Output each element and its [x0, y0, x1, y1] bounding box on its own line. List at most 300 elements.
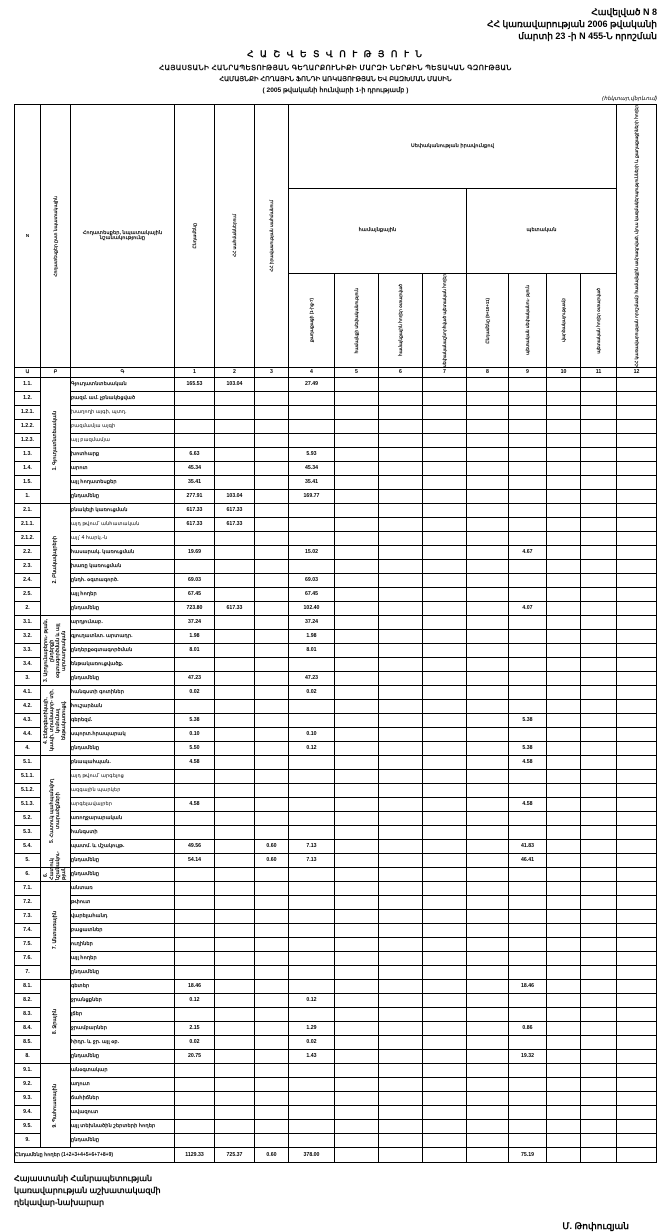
row-value — [378, 727, 422, 741]
row-value — [546, 909, 580, 923]
table-row — [14, 377, 656, 391]
row-value — [546, 965, 580, 979]
row-value — [214, 587, 254, 601]
row-name: ազգային պարկեր — [70, 783, 174, 797]
row-name: խառը կառուցման — [70, 559, 174, 573]
row-code: 1.1. — [14, 377, 40, 391]
row-value — [288, 1063, 334, 1077]
row-value — [378, 1049, 422, 1063]
row-value — [546, 895, 580, 909]
row-value — [546, 923, 580, 937]
row-value — [254, 1007, 288, 1021]
row-value — [508, 531, 546, 545]
row-value: 4.58 — [508, 755, 546, 769]
row-value — [334, 531, 378, 545]
row-value — [254, 881, 288, 895]
row-value — [546, 671, 580, 685]
row-value — [288, 867, 334, 881]
row-value — [174, 1063, 214, 1077]
row-value — [508, 699, 546, 713]
row-value — [422, 419, 466, 433]
row-value — [288, 909, 334, 923]
row-value — [378, 657, 422, 671]
row-value — [378, 783, 422, 797]
row-value — [174, 1133, 214, 1147]
row-name: ընդամենը — [70, 601, 174, 615]
table-row — [14, 1091, 656, 1105]
row-value — [254, 601, 288, 615]
row-value — [288, 923, 334, 937]
row-value — [378, 419, 422, 433]
row-value — [508, 629, 546, 643]
row-value — [546, 1063, 580, 1077]
row-value — [466, 447, 508, 461]
row-value — [254, 1063, 288, 1077]
row-value — [214, 1119, 254, 1133]
row-value: 4.07 — [508, 601, 546, 615]
row-code: 9. — [14, 1133, 40, 1147]
row-value — [422, 951, 466, 965]
row-value — [508, 447, 546, 461]
row-code: 3.1. — [14, 615, 40, 629]
column-number: 6 — [378, 367, 422, 377]
row-code: 1.2. — [14, 391, 40, 405]
row-name: խաղողի այգի, պտղ. — [70, 405, 174, 419]
row-value — [254, 657, 288, 671]
row-value — [288, 951, 334, 965]
row-value — [334, 601, 378, 615]
table-row — [14, 755, 656, 769]
row-value — [378, 517, 422, 531]
row-value — [422, 1119, 466, 1133]
row-value — [334, 1091, 378, 1105]
table-head — [14, 105, 656, 378]
row-value — [546, 573, 580, 587]
row-name: հասարակ. կառուցման — [70, 545, 174, 559]
total-row — [14, 1147, 656, 1162]
row-value — [508, 811, 546, 825]
table-row — [14, 993, 656, 1007]
row-value — [422, 489, 466, 503]
row-value — [546, 517, 580, 531]
row-value — [546, 391, 580, 405]
row-value — [580, 1007, 616, 1021]
row-value — [508, 671, 546, 685]
row-value — [546, 755, 580, 769]
page-title: Հ Ա Շ Վ Ե Տ Վ Ո Ւ Թ Յ Ո Ւ Ն — [247, 49, 424, 59]
row-value — [214, 811, 254, 825]
row-value — [617, 391, 657, 405]
row-value — [546, 1133, 580, 1147]
row-value — [214, 1035, 254, 1049]
row-value — [617, 461, 657, 475]
table-row — [14, 671, 656, 685]
row-value: 1.98 — [288, 629, 334, 643]
row-value — [508, 1077, 546, 1091]
row-value — [617, 685, 657, 699]
table-row — [14, 545, 656, 559]
row-value — [546, 377, 580, 391]
row-value — [508, 1105, 546, 1119]
row-value — [422, 1063, 466, 1077]
row-value — [617, 713, 657, 727]
table-row — [14, 419, 656, 433]
row-value — [334, 559, 378, 573]
row-code: 1.5. — [14, 475, 40, 489]
th-name: Հողատեսքեր, նպատակային նշանակությունը — [70, 105, 174, 368]
row-value — [508, 615, 546, 629]
row-value — [334, 573, 378, 587]
row-value — [617, 755, 657, 769]
row-value — [466, 755, 508, 769]
row-value — [214, 391, 254, 405]
row-value — [546, 839, 580, 853]
column-number: Ա — [14, 367, 40, 377]
row-value — [422, 1007, 466, 1021]
row-value — [288, 979, 334, 993]
total-value — [580, 1147, 616, 1162]
row-value — [378, 965, 422, 979]
row-code: 8.5. — [14, 1035, 40, 1049]
row-value — [288, 391, 334, 405]
row-value — [546, 867, 580, 881]
table-row — [14, 741, 656, 755]
row-value — [214, 615, 254, 629]
row-value — [254, 727, 288, 741]
th-col1: ՀՀ սահմաններում — [214, 105, 254, 368]
row-value — [378, 475, 422, 489]
row-value: 0.60 — [254, 839, 288, 853]
row-value — [422, 811, 466, 825]
row-code: 2.4. — [14, 573, 40, 587]
row-value — [466, 671, 508, 685]
title-date-note: ( 2005 թվականի հունվարի 1-ի դրությամբ ) — [262, 87, 409, 94]
row-value — [546, 559, 580, 573]
row-value — [546, 1091, 580, 1105]
row-value — [214, 461, 254, 475]
row-value — [580, 601, 616, 615]
row-value — [466, 531, 508, 545]
row-name: արոտ — [70, 461, 174, 475]
total-value: 378.00 — [288, 1147, 334, 1162]
row-value — [214, 937, 254, 951]
row-value — [214, 853, 254, 867]
row-value — [617, 601, 657, 615]
row-value — [174, 1105, 214, 1119]
row-value — [378, 433, 422, 447]
row-value — [378, 769, 422, 783]
row-name: ընդամենը — [70, 853, 174, 867]
row-value — [288, 881, 334, 895]
row-value — [466, 629, 508, 643]
row-value — [546, 615, 580, 629]
column-number: Բ — [40, 367, 70, 377]
row-value: 35.41 — [288, 475, 334, 489]
row-value — [466, 517, 508, 531]
row-value — [378, 391, 422, 405]
row-value — [580, 853, 616, 867]
row-value — [466, 825, 508, 839]
total-value — [546, 1147, 580, 1162]
row-value — [508, 1119, 546, 1133]
row-value: 5.38 — [508, 741, 546, 755]
row-code: 4.3. — [14, 713, 40, 727]
row-value — [466, 1105, 508, 1119]
header-line-2: ՀՀ կառավարության 2006 թվականի — [487, 19, 657, 29]
row-value — [334, 475, 378, 489]
row-value — [466, 559, 508, 573]
unit-note: (հեկտար,վերևում) — [601, 96, 657, 102]
row-value — [422, 377, 466, 391]
row-value: 165.53 — [174, 377, 214, 391]
row-value — [214, 643, 254, 657]
row-value — [580, 1133, 616, 1147]
column-number: 8 — [466, 367, 508, 377]
row-value: 0.02 — [288, 1035, 334, 1049]
row-code: 7.3. — [14, 909, 40, 923]
row-value: 47.23 — [174, 671, 214, 685]
row-value — [378, 895, 422, 909]
row-value — [508, 937, 546, 951]
table-row — [14, 1063, 656, 1077]
row-value — [378, 923, 422, 937]
row-value — [334, 993, 378, 1007]
row-value — [288, 783, 334, 797]
row-value — [288, 811, 334, 825]
row-value — [174, 559, 214, 573]
row-value — [214, 1049, 254, 1063]
table-row — [14, 433, 656, 447]
row-value — [288, 517, 334, 531]
row-value: 2.15 — [174, 1021, 214, 1035]
row-name: անօգտակար — [70, 1063, 174, 1077]
row-code: 5.3. — [14, 825, 40, 839]
row-value — [334, 1105, 378, 1119]
row-value — [508, 657, 546, 671]
row-value — [466, 615, 508, 629]
column-number: Գ — [70, 367, 174, 377]
row-value — [334, 1133, 378, 1147]
row-value — [580, 489, 616, 503]
row-value — [617, 797, 657, 811]
row-code: 7.2. — [14, 895, 40, 909]
row-value — [378, 853, 422, 867]
row-value — [466, 587, 508, 601]
row-value — [580, 1049, 616, 1063]
row-value — [378, 559, 422, 573]
total-label: Ընդամենը հողեր (1+2+3+4+5+6+7+8+9) — [14, 1147, 174, 1162]
row-value — [580, 1091, 616, 1105]
row-value — [617, 531, 657, 545]
row-value — [617, 419, 657, 433]
row-value — [378, 825, 422, 839]
row-code: 5.1.2. — [14, 783, 40, 797]
row-value — [334, 839, 378, 853]
table-row — [14, 839, 656, 853]
row-value — [288, 713, 334, 727]
table-row — [14, 1049, 656, 1063]
table-row — [14, 951, 656, 965]
row-value — [546, 1021, 580, 1035]
row-value — [617, 881, 657, 895]
table-row — [14, 643, 656, 657]
row-value — [378, 839, 422, 853]
row-value — [546, 713, 580, 727]
row-value — [254, 587, 288, 601]
row-value — [214, 839, 254, 853]
row-value — [254, 405, 288, 419]
row-value — [546, 1105, 580, 1119]
th-col12: ՀՀ կառավարության որոշմամբ համայնքին ամրագրված, մյուս կազմակերպությունների և քաղաքացիների հողեր — [617, 105, 657, 368]
row-code: 7.5. — [14, 937, 40, 951]
row-value — [617, 671, 657, 685]
row-value — [422, 993, 466, 1007]
row-value — [508, 1007, 546, 1021]
row-value — [580, 615, 616, 629]
row-value — [508, 475, 546, 489]
row-value — [174, 867, 214, 881]
row-value — [214, 783, 254, 797]
row-value — [422, 1021, 466, 1035]
row-value — [378, 601, 422, 615]
row-value — [254, 909, 288, 923]
row-value — [508, 1091, 546, 1105]
row-value — [288, 1105, 334, 1119]
table-row — [14, 909, 656, 923]
row-value: 18.46 — [508, 979, 546, 993]
row-value — [508, 419, 546, 433]
row-name: լճեր — [70, 1007, 174, 1021]
row-value — [334, 741, 378, 755]
row-value — [546, 769, 580, 783]
row-name: հանգստի գոտիներ — [70, 685, 174, 699]
row-value — [378, 699, 422, 713]
row-value — [334, 587, 378, 601]
row-value — [378, 377, 422, 391]
row-value — [254, 629, 288, 643]
row-value — [617, 951, 657, 965]
row-value — [288, 657, 334, 671]
row-value — [580, 391, 616, 405]
row-value: 617.33 — [214, 601, 254, 615]
row-value: 69.03 — [288, 573, 334, 587]
table-row — [14, 853, 656, 867]
row-value — [214, 1063, 254, 1077]
row-value — [580, 811, 616, 825]
row-value — [174, 923, 214, 937]
th-total: Ընդամենը — [174, 105, 214, 368]
table-row — [14, 727, 656, 741]
row-value: 4.58 — [174, 755, 214, 769]
row-value: 45.34 — [288, 461, 334, 475]
row-value — [288, 769, 334, 783]
column-number: 1 — [174, 367, 214, 377]
row-value — [508, 727, 546, 741]
table-row — [14, 769, 656, 783]
row-value — [288, 531, 334, 545]
row-value — [254, 825, 288, 839]
row-name: ընդամենը — [70, 965, 174, 979]
row-value — [334, 853, 378, 867]
table-row — [14, 699, 656, 713]
row-value — [508, 951, 546, 965]
row-value — [334, 909, 378, 923]
row-value — [422, 629, 466, 643]
row-value — [617, 895, 657, 909]
table-row — [14, 923, 656, 937]
row-value — [466, 965, 508, 979]
row-value — [580, 419, 616, 433]
row-value — [254, 517, 288, 531]
row-value — [546, 587, 580, 601]
row-value — [288, 699, 334, 713]
row-value — [580, 377, 616, 391]
document-header — [0, 0, 671, 42]
row-name: հանգստի — [70, 825, 174, 839]
row-value: 5.93 — [288, 447, 334, 461]
row-value — [422, 433, 466, 447]
row-value — [334, 1077, 378, 1091]
row-value — [214, 881, 254, 895]
row-code: 7.1. — [14, 881, 40, 895]
table-row — [14, 895, 656, 909]
row-value — [288, 405, 334, 419]
row-value — [617, 559, 657, 573]
row-value — [508, 587, 546, 601]
row-name: ընդամենը — [70, 489, 174, 503]
row-value — [334, 881, 378, 895]
total-value — [378, 1147, 422, 1162]
row-value — [254, 671, 288, 685]
row-value — [254, 1049, 288, 1063]
row-group: 8. Ջրային — [40, 979, 70, 1063]
row-value — [422, 615, 466, 629]
row-value — [466, 1077, 508, 1091]
row-value — [466, 643, 508, 657]
row-value — [378, 461, 422, 475]
row-value: 0.02 — [174, 685, 214, 699]
row-value — [378, 615, 422, 629]
table-row — [14, 713, 656, 727]
row-value — [580, 447, 616, 461]
title-block — [0, 49, 671, 94]
row-value — [174, 419, 214, 433]
table-row — [14, 811, 656, 825]
row-value — [580, 433, 616, 447]
header-row-1 — [14, 105, 656, 189]
table-row — [14, 1007, 656, 1021]
row-value — [508, 643, 546, 657]
row-value — [422, 825, 466, 839]
row-value: 0.12 — [174, 993, 214, 1007]
row-value: 8.01 — [288, 643, 334, 657]
row-value — [334, 685, 378, 699]
row-code: 9.3. — [14, 1091, 40, 1105]
row-code: 7.4. — [14, 923, 40, 937]
row-value — [254, 699, 288, 713]
row-code: 4.1. — [14, 685, 40, 699]
row-value — [378, 1007, 422, 1021]
row-value — [546, 419, 580, 433]
row-name: այլ հողեր — [70, 951, 174, 965]
row-code: 8.2. — [14, 993, 40, 1007]
row-code: 3.3. — [14, 643, 40, 657]
row-value: 0.86 — [508, 1021, 546, 1035]
row-value — [580, 587, 616, 601]
row-value — [214, 1091, 254, 1105]
row-value — [508, 895, 546, 909]
table-row — [14, 1035, 656, 1049]
